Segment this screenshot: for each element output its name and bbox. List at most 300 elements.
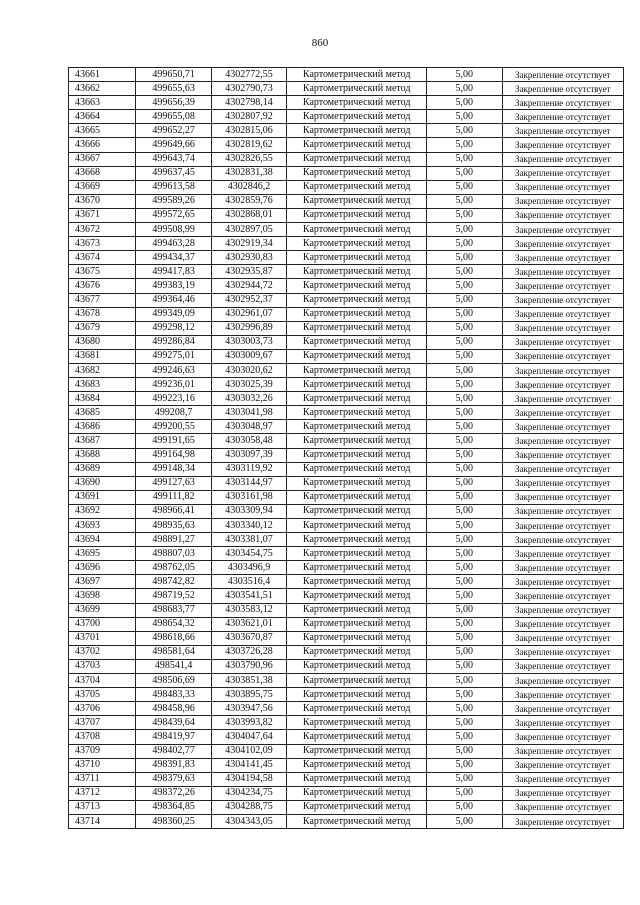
accuracy-cell: 5,00 [427,321,502,335]
y-coordinate-cell: 4303161,98 [211,490,286,504]
table-row [69,251,624,265]
accuracy-cell: 5,00 [427,448,502,462]
fixing-description-cell: Закрепление отсутствует [502,68,623,82]
accuracy-cell: 5,00 [427,124,502,138]
table-row [69,448,624,462]
fixing-description-cell: Закрепление отсутствует [502,772,623,786]
method-cell: Картометрический метод [287,533,427,547]
method-cell: Картометрический метод [287,138,427,152]
x-coordinate-cell: 499613,58 [136,180,211,194]
fixing-description-cell: Закрепление отсутствует [502,96,623,110]
table-row [69,279,624,293]
y-coordinate-cell: 4304288,75 [211,800,286,814]
point-number-cell: 43699 [69,603,136,617]
y-coordinate-cell: 4304047,64 [211,730,286,744]
table-row [69,814,624,828]
method-cell: Картометрический метод [287,786,427,800]
point-number-cell: 43702 [69,645,136,659]
accuracy-cell: 5,00 [427,110,502,124]
method-cell: Картометрический метод [287,335,427,349]
accuracy-cell: 5,00 [427,166,502,180]
fixing-description-cell: Закрепление отсутствует [502,476,623,490]
fixing-description-cell: Закрепление отсутствует [502,223,623,237]
method-cell: Картометрический метод [287,265,427,279]
y-coordinate-cell: 4303583,12 [211,603,286,617]
y-coordinate-cell: 4303454,75 [211,547,286,561]
x-coordinate-cell: 499434,37 [136,251,211,265]
accuracy-cell: 5,00 [427,631,502,645]
accuracy-cell: 5,00 [427,434,502,448]
fixing-description-cell: Закрепление отсутствует [502,152,623,166]
accuracy-cell: 5,00 [427,561,502,575]
x-coordinate-cell: 498618,66 [136,631,211,645]
y-coordinate-cell: 4303790,96 [211,659,286,673]
method-cell: Картометрический метод [287,504,427,518]
x-coordinate-cell: 499417,83 [136,265,211,279]
accuracy-cell: 5,00 [427,716,502,730]
method-cell: Картометрический метод [287,603,427,617]
x-coordinate-cell: 499637,45 [136,166,211,180]
accuracy-cell: 5,00 [427,786,502,800]
x-coordinate-cell: 499191,65 [136,434,211,448]
point-number-cell: 43661 [69,68,136,82]
method-cell: Картометрический метод [287,124,427,138]
fixing-description-cell: Закрепление отсутствует [502,194,623,208]
point-number-cell: 43669 [69,180,136,194]
y-coordinate-cell: 4303009,67 [211,349,286,363]
point-number-cell: 43672 [69,223,136,237]
point-number-cell: 43697 [69,575,136,589]
point-number-cell: 43673 [69,237,136,251]
table-row [69,180,624,194]
point-number-cell: 43662 [69,82,136,96]
y-coordinate-cell: 4302846,2 [211,180,286,194]
fixing-description-cell: Закрепление отсутствует [502,800,623,814]
point-number-cell: 43686 [69,420,136,434]
x-coordinate-cell: 498379,63 [136,772,211,786]
x-coordinate-cell: 498807,03 [136,547,211,561]
table-row [69,800,624,814]
x-coordinate-cell: 498402,77 [136,744,211,758]
y-coordinate-cell: 4303025,39 [211,378,286,392]
y-coordinate-cell: 4303003,73 [211,335,286,349]
point-number-cell: 43683 [69,378,136,392]
page-number: 860 [311,37,329,49]
point-number-cell: 43711 [69,772,136,786]
method-cell: Картометрический метод [287,688,427,702]
y-coordinate-cell: 4303670,87 [211,631,286,645]
point-number-cell: 43670 [69,194,136,208]
accuracy-cell: 5,00 [427,702,502,716]
accuracy-cell: 5,00 [427,547,502,561]
fixing-description-cell: Закрепление отсутствует [502,758,623,772]
point-number-cell: 43671 [69,208,136,222]
table-row [69,462,624,476]
fixing-description-cell: Закрепление отсутствует [502,321,623,335]
point-number-cell: 43704 [69,674,136,688]
y-coordinate-cell: 4303020,62 [211,363,286,377]
table-row [69,631,624,645]
table-body [69,68,624,829]
table-row [69,758,624,772]
y-coordinate-cell: 4302897,05 [211,223,286,237]
fixing-description-cell: Закрепление отсутствует [502,237,623,251]
point-number-cell: 43695 [69,547,136,561]
method-cell: Картометрический метод [287,166,427,180]
table-row [69,561,624,575]
point-number-cell: 43714 [69,814,136,828]
table-row [69,138,624,152]
table-row [69,744,624,758]
fixing-description-cell: Закрепление отсутствует [502,744,623,758]
accuracy-cell: 5,00 [427,180,502,194]
accuracy-cell: 5,00 [427,406,502,420]
fixing-description-cell: Закрепление отсутствует [502,547,623,561]
x-coordinate-cell: 498439,64 [136,716,211,730]
point-number-cell: 43678 [69,307,136,321]
x-coordinate-cell: 499650,71 [136,68,211,82]
y-coordinate-cell: 4303851,38 [211,674,286,688]
fixing-description-cell: Закрепление отсутствует [502,307,623,321]
x-coordinate-cell: 498966,41 [136,504,211,518]
fixing-description-cell: Закрепление отсутствует [502,519,623,533]
x-coordinate-cell: 499572,65 [136,208,211,222]
fixing-description-cell: Закрепление отсутствует [502,420,623,434]
y-coordinate-cell: 4303895,75 [211,688,286,702]
method-cell: Картометрический метод [287,462,427,476]
accuracy-cell: 5,00 [427,533,502,547]
fixing-description-cell: Закрепление отсутствует [502,603,623,617]
y-coordinate-cell: 4302859,76 [211,194,286,208]
fixing-description-cell: Закрепление отсутствует [502,124,623,138]
fixing-description-cell: Закрепление отсутствует [502,448,623,462]
method-cell: Картометрический метод [287,110,427,124]
method-cell: Картометрический метод [287,476,427,490]
accuracy-cell: 5,00 [427,758,502,772]
point-number-cell: 43698 [69,589,136,603]
y-coordinate-cell: 4303947,56 [211,702,286,716]
table-row [69,96,624,110]
point-number-cell: 43691 [69,490,136,504]
x-coordinate-cell: 499298,12 [136,321,211,335]
accuracy-cell: 5,00 [427,208,502,222]
table-row [69,533,624,547]
accuracy-cell: 5,00 [427,462,502,476]
table-row [69,335,624,349]
table-row [69,490,624,504]
x-coordinate-cell: 498742,82 [136,575,211,589]
point-number-cell: 43709 [69,744,136,758]
y-coordinate-cell: 4303516,4 [211,575,286,589]
method-cell: Картометрический метод [287,448,427,462]
y-coordinate-cell: 4302807,92 [211,110,286,124]
fixing-description-cell: Закрепление отсутствует [502,392,623,406]
table-row [69,82,624,96]
point-number-cell: 43707 [69,716,136,730]
accuracy-cell: 5,00 [427,265,502,279]
accuracy-cell: 5,00 [427,152,502,166]
point-number-cell: 43676 [69,279,136,293]
fixing-description-cell: Закрепление отсутствует [502,166,623,180]
x-coordinate-cell: 499508,99 [136,223,211,237]
x-coordinate-cell: 499589,26 [136,194,211,208]
point-number-cell: 43674 [69,251,136,265]
x-coordinate-cell: 499349,09 [136,307,211,321]
x-coordinate-cell: 498360,25 [136,814,211,828]
fixing-description-cell: Закрепление отсутствует [502,110,623,124]
fixing-description-cell: Закрепление отсутствует [502,265,623,279]
table-row [69,575,624,589]
table-row [69,223,624,237]
accuracy-cell: 5,00 [427,490,502,504]
method-cell: Картометрический метод [287,800,427,814]
method-cell: Картометрический метод [287,194,427,208]
x-coordinate-cell: 499275,01 [136,349,211,363]
table-row [69,265,624,279]
fixing-description-cell: Закрепление отсутствует [502,378,623,392]
x-coordinate-cell: 499111,82 [136,490,211,504]
x-coordinate-cell: 498541,4 [136,659,211,673]
accuracy-cell: 5,00 [427,730,502,744]
y-coordinate-cell: 4303309,94 [211,504,286,518]
method-cell: Картометрический метод [287,363,427,377]
point-number-cell: 43701 [69,631,136,645]
y-coordinate-cell: 4303144,97 [211,476,286,490]
method-cell: Картометрический метод [287,631,427,645]
accuracy-cell: 5,00 [427,814,502,828]
method-cell: Картометрический метод [287,82,427,96]
fixing-description-cell: Закрепление отсутствует [502,82,623,96]
y-coordinate-cell: 4304343,05 [211,814,286,828]
method-cell: Картометрический метод [287,758,427,772]
x-coordinate-cell: 499208,7 [136,406,211,420]
x-coordinate-cell: 499127,63 [136,476,211,490]
point-number-cell: 43665 [69,124,136,138]
table-row [69,166,624,180]
method-cell: Картометрический метод [287,589,427,603]
x-coordinate-cell: 498419,97 [136,730,211,744]
accuracy-cell: 5,00 [427,349,502,363]
coordinates-table [68,67,624,829]
method-cell: Картометрический метод [287,152,427,166]
y-coordinate-cell: 4302930,83 [211,251,286,265]
fixing-description-cell: Закрепление отсутствует [502,702,623,716]
method-cell: Картометрический метод [287,420,427,434]
accuracy-cell: 5,00 [427,575,502,589]
fixing-description-cell: Закрепление отсутствует [502,575,623,589]
accuracy-cell: 5,00 [427,603,502,617]
point-number-cell: 43685 [69,406,136,420]
point-number-cell: 43681 [69,349,136,363]
point-number-cell: 43700 [69,617,136,631]
accuracy-cell: 5,00 [427,617,502,631]
table-row [69,645,624,659]
accuracy-cell: 5,00 [427,772,502,786]
accuracy-cell: 5,00 [427,237,502,251]
table-row [69,434,624,448]
accuracy-cell: 5,00 [427,800,502,814]
x-coordinate-cell: 498654,32 [136,617,211,631]
point-number-cell: 43677 [69,293,136,307]
x-coordinate-cell: 498762,05 [136,561,211,575]
accuracy-cell: 5,00 [427,589,502,603]
x-coordinate-cell: 499364,46 [136,293,211,307]
method-cell: Картометрический метод [287,744,427,758]
x-coordinate-cell: 498372,26 [136,786,211,800]
method-cell: Картометрический метод [287,617,427,631]
method-cell: Картометрический метод [287,307,427,321]
fixing-description-cell: Закрепление отсутствует [502,533,623,547]
point-number-cell: 43705 [69,688,136,702]
x-coordinate-cell: 498391,83 [136,758,211,772]
x-coordinate-cell: 499286,84 [136,335,211,349]
x-coordinate-cell: 499200,55 [136,420,211,434]
point-number-cell: 43663 [69,96,136,110]
method-cell: Картометрический метод [287,392,427,406]
y-coordinate-cell: 4302944,72 [211,279,286,293]
table-row [69,321,624,335]
y-coordinate-cell: 4302952,37 [211,293,286,307]
x-coordinate-cell: 499246,63 [136,363,211,377]
table-row [69,378,624,392]
fixing-description-cell: Закрепление отсутствует [502,406,623,420]
y-coordinate-cell: 4302868,01 [211,208,286,222]
y-coordinate-cell: 4303726,28 [211,645,286,659]
point-number-cell: 43679 [69,321,136,335]
point-number-cell: 43696 [69,561,136,575]
y-coordinate-cell: 4303381,07 [211,533,286,547]
y-coordinate-cell: 4302961,07 [211,307,286,321]
point-number-cell: 43710 [69,758,136,772]
point-number-cell: 43713 [69,800,136,814]
table-row [69,772,624,786]
x-coordinate-cell: 498581,64 [136,645,211,659]
method-cell: Картометрический метод [287,96,427,110]
point-number-cell: 43682 [69,363,136,377]
fixing-description-cell: Закрепление отсутствует [502,716,623,730]
method-cell: Картометрический метод [287,730,427,744]
fixing-description-cell: Закрепление отсутствует [502,730,623,744]
accuracy-cell: 5,00 [427,392,502,406]
accuracy-cell: 5,00 [427,504,502,518]
method-cell: Картометрический метод [287,772,427,786]
accuracy-cell: 5,00 [427,279,502,293]
method-cell: Картометрический метод [287,645,427,659]
y-coordinate-cell: 4302935,87 [211,265,286,279]
fixing-description-cell: Закрепление отсутствует [502,617,623,631]
point-number-cell: 43703 [69,659,136,673]
y-coordinate-cell: 4303048,97 [211,420,286,434]
accuracy-cell: 5,00 [427,251,502,265]
fixing-description-cell: Закрепление отсутствует [502,786,623,800]
y-coordinate-cell: 4302919,34 [211,237,286,251]
method-cell: Картометрический метод [287,349,427,363]
x-coordinate-cell: 499148,34 [136,462,211,476]
table-row [69,504,624,518]
table-row [69,208,624,222]
method-cell: Картометрический метод [287,237,427,251]
x-coordinate-cell: 499236,01 [136,378,211,392]
point-number-cell: 43706 [69,702,136,716]
accuracy-cell: 5,00 [427,378,502,392]
table-row [69,659,624,673]
fixing-description-cell: Закрепление отсутствует [502,645,623,659]
fixing-description-cell: Закрепление отсутствует [502,251,623,265]
x-coordinate-cell: 499383,19 [136,279,211,293]
x-coordinate-cell: 499656,39 [136,96,211,110]
fixing-description-cell: Закрепление отсутствует [502,208,623,222]
table-row [69,152,624,166]
table-row [69,392,624,406]
point-number-cell: 43690 [69,476,136,490]
y-coordinate-cell: 4302819,62 [211,138,286,152]
method-cell: Картометрический метод [287,519,427,533]
point-number-cell: 43688 [69,448,136,462]
point-number-cell: 43664 [69,110,136,124]
table-row [69,716,624,730]
y-coordinate-cell: 4302790,73 [211,82,286,96]
fixing-description-cell: Закрепление отсутствует [502,363,623,377]
table-row [69,617,624,631]
fixing-description-cell: Закрепление отсутствует [502,688,623,702]
point-number-cell: 43675 [69,265,136,279]
y-coordinate-cell: 4302815,06 [211,124,286,138]
fixing-description-cell: Закрепление отсутствует [502,631,623,645]
y-coordinate-cell: 4303119,92 [211,462,286,476]
table-row [69,589,624,603]
accuracy-cell: 5,00 [427,307,502,321]
y-coordinate-cell: 4302831,38 [211,166,286,180]
fixing-description-cell: Закрепление отсутствует [502,674,623,688]
table-row [69,420,624,434]
table-row [69,110,624,124]
method-cell: Картометрический метод [287,208,427,222]
table-row [69,293,624,307]
method-cell: Картометрический метод [287,490,427,504]
method-cell: Картометрический метод [287,180,427,194]
x-coordinate-cell: 498719,52 [136,589,211,603]
table-row [69,406,624,420]
fixing-description-cell: Закрепление отсутствует [502,561,623,575]
fixing-description-cell: Закрепление отсутствует [502,279,623,293]
table-row [69,124,624,138]
accuracy-cell: 5,00 [427,744,502,758]
accuracy-cell: 5,00 [427,335,502,349]
method-cell: Картометрический метод [287,223,427,237]
point-number-cell: 43684 [69,392,136,406]
y-coordinate-cell: 4303993,82 [211,716,286,730]
accuracy-cell: 5,00 [427,68,502,82]
accuracy-cell: 5,00 [427,519,502,533]
x-coordinate-cell: 499655,08 [136,110,211,124]
fixing-description-cell: Закрепление отсутствует [502,138,623,152]
y-coordinate-cell: 4304234,75 [211,786,286,800]
accuracy-cell: 5,00 [427,476,502,490]
y-coordinate-cell: 4303496,9 [211,561,286,575]
x-coordinate-cell: 498935,63 [136,519,211,533]
point-number-cell: 43689 [69,462,136,476]
accuracy-cell: 5,00 [427,363,502,377]
fixing-description-cell: Закрепление отсутствует [502,659,623,673]
table-row [69,730,624,744]
x-coordinate-cell: 498364,85 [136,800,211,814]
accuracy-cell: 5,00 [427,645,502,659]
y-coordinate-cell: 4303097,39 [211,448,286,462]
table-row [69,237,624,251]
table-row [69,519,624,533]
table-row [69,688,624,702]
fixing-description-cell: Закрепление отсутствует [502,434,623,448]
